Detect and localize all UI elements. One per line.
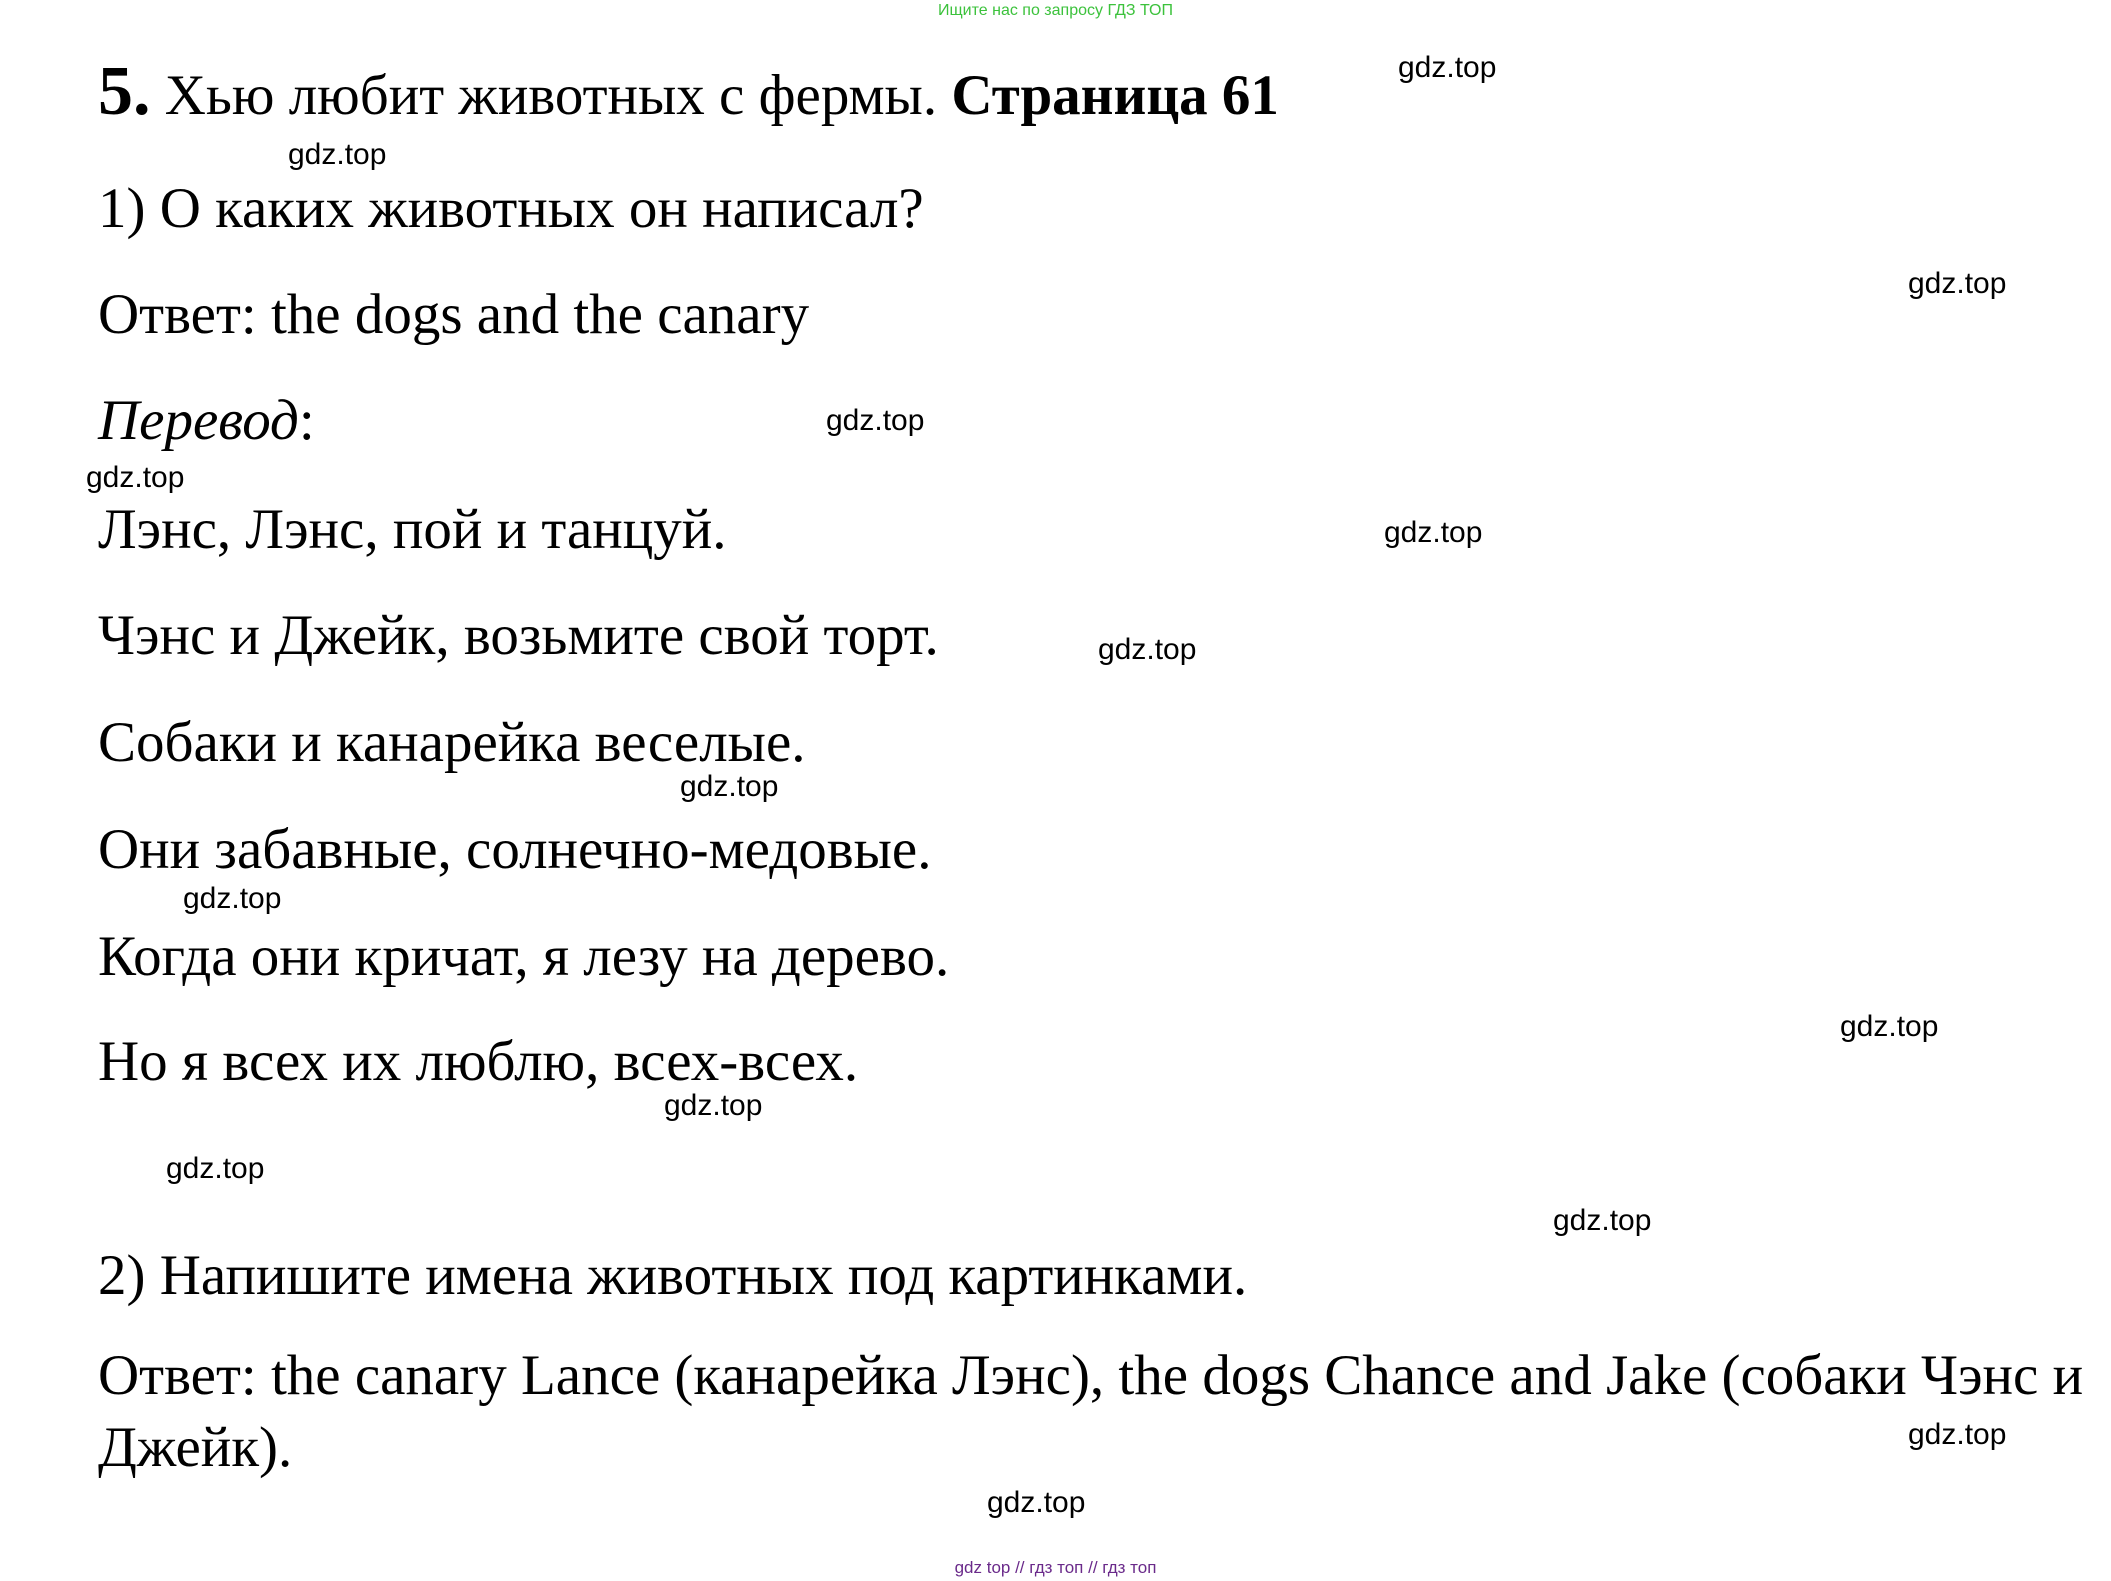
watermark: gdz.top [1908, 1418, 2007, 1451]
page-label: Страница 61 [951, 64, 1279, 127]
top-banner: Ищите нас по запросу ГДЗ ТОП [938, 2, 1173, 19]
watermark: gdz.top [1908, 267, 2007, 300]
watermark: gdz.top [1098, 633, 1197, 666]
watermark: gdz.top [680, 770, 779, 803]
question-2: 2) Напишите имена животных под картинками. [98, 1244, 1248, 1307]
watermark: gdz.top [664, 1089, 763, 1122]
translation-line-5: Когда они кричат, я лезу на дерево. [98, 925, 950, 988]
translation-line-1: Лэнс, Лэнс, пой и танцуй. [98, 498, 727, 561]
translation-label: Перевод [98, 389, 299, 452]
watermark: gdz.top [826, 404, 925, 437]
translation-colon: : [298, 389, 315, 452]
translation-line-4: Они забавные, солнечно-медовые. [98, 818, 932, 881]
watermark: gdz.top [86, 461, 185, 494]
watermark: gdz.top [1840, 1010, 1939, 1043]
answer-1: Ответ: the dogs and the canary [98, 283, 810, 346]
watermark: gdz.top [987, 1486, 1086, 1519]
translation-line-6: Но я всех их люблю, всех-всех. [98, 1030, 859, 1093]
watermark: gdz.top [1384, 516, 1483, 549]
watermark: gdz.top [1398, 51, 1497, 84]
watermark: gdz.top [1553, 1204, 1652, 1237]
translation-line-3: Собаки и канарейка веселые. [98, 711, 806, 774]
task-number: 5. [98, 53, 151, 130]
watermark: gdz.top [288, 138, 387, 171]
bottom-banner: gdz top // гдз топ // гдз топ [954, 1558, 1157, 1577]
question-1: 1) О каких животных он написал? [98, 177, 924, 240]
task-title: Хью любит животных с фермы. [164, 64, 938, 127]
watermark: gdz.top [166, 1152, 265, 1185]
answer-2: Ответ: the canary Lance (канарейка Лэнс), the dogs Chance and Jake (собаки Чэнс и Джейк). [98, 1344, 2084, 1479]
translation-heading [98, 385, 315, 457]
task-heading [98, 52, 1279, 136]
watermark: gdz.top [183, 882, 282, 915]
translation-line-2: Чэнс и Джейк, возьмите свой торт. [98, 604, 939, 667]
